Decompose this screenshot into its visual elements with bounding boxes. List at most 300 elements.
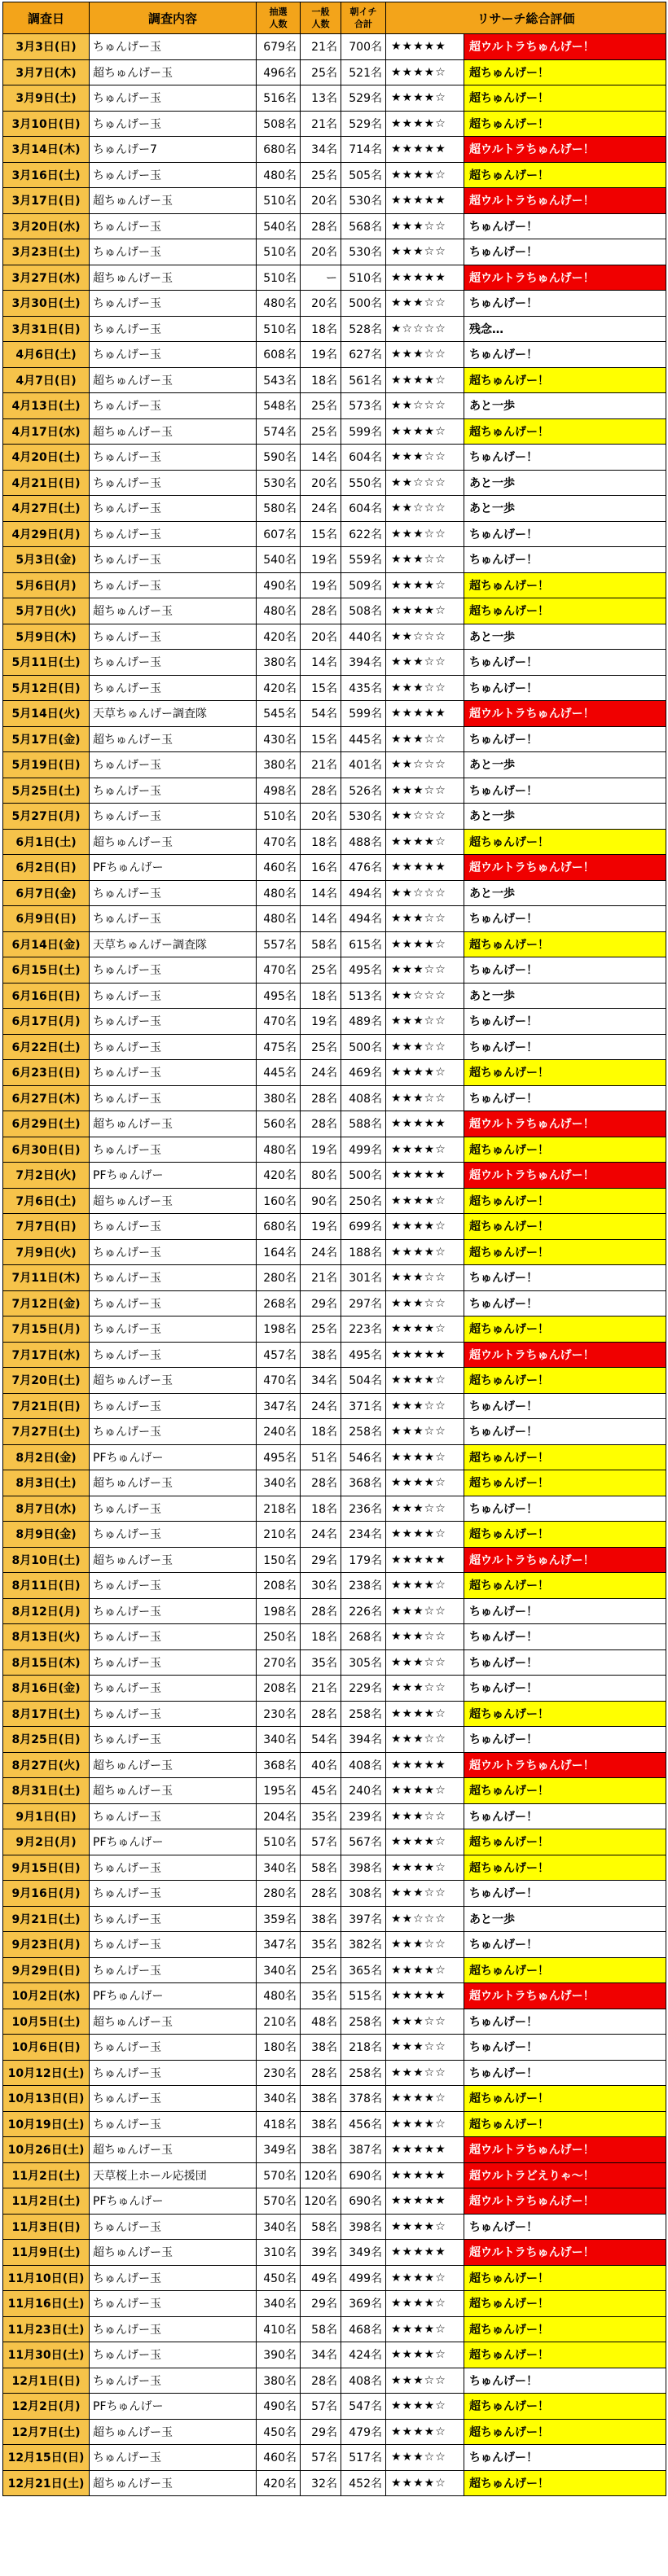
cell-stars: ★★☆☆☆: [386, 496, 464, 522]
cell-stars: ★★★★★: [386, 1111, 464, 1137]
cell-general: 24名: [301, 1239, 341, 1265]
cell-content: ちゅんげー玉: [90, 1727, 257, 1753]
cell-evaluation: ちゅんげー！: [464, 1676, 666, 1702]
cell-lottery: 510名: [257, 265, 301, 291]
cell-total: 615名: [341, 931, 386, 957]
cell-date: 8月27日(火): [3, 1752, 90, 1778]
table-row: [3, 1906, 666, 1932]
cell-evaluation: ちゅんげー！: [464, 521, 666, 547]
table-row: [3, 1496, 666, 1522]
cell-date: 5月6日(月): [3, 572, 90, 598]
cell-content: ちゅんげー玉: [90, 1265, 257, 1291]
cell-general: 18名: [301, 983, 341, 1009]
table-row: [3, 1522, 666, 1548]
cell-content: ちゅんげー玉: [90, 1522, 257, 1548]
cell-date: 9月21日(土): [3, 1906, 90, 1932]
cell-content: 天草ちゅんげー調査隊: [90, 701, 257, 727]
cell-total: 530名: [341, 239, 386, 265]
header-row: [3, 2, 666, 34]
cell-lottery: 590名: [257, 445, 301, 471]
cell-stars: ★★★★☆: [386, 1701, 464, 1727]
cell-lottery: 608名: [257, 342, 301, 368]
cell-total: 258名: [341, 1419, 386, 1445]
cell-stars: ★★★☆☆: [386, 1085, 464, 1111]
cell-date: 7月7日(日): [3, 1214, 90, 1240]
cell-evaluation: 超ウルトラちゅんげー！: [464, 1111, 666, 1137]
cell-date: 3月9日(土): [3, 85, 90, 112]
cell-evaluation: 超ちゅんげー！: [464, 1444, 666, 1470]
cell-general: 58名: [301, 1855, 341, 1881]
cell-total: 494名: [341, 906, 386, 932]
cell-date: 6月22日(土): [3, 1034, 90, 1060]
cell-total: 349名: [341, 2240, 386, 2266]
cell-stars: ★★★☆☆: [386, 213, 464, 239]
cell-total: 368名: [341, 1470, 386, 1496]
cell-total: 504名: [341, 1368, 386, 1394]
table-row: [3, 1624, 666, 1650]
cell-content: ちゅんげー玉: [90, 2111, 257, 2137]
cell-lottery: 180名: [257, 2035, 301, 2061]
cell-stars: ★★☆☆☆: [386, 624, 464, 650]
cell-general: 58名: [301, 2316, 341, 2342]
cell-evaluation: ちゅんげー！: [464, 1624, 666, 1650]
cell-general: 20名: [301, 804, 341, 830]
cell-evaluation: 残念…: [464, 316, 666, 342]
cell-general: 15名: [301, 726, 341, 752]
cell-evaluation: 超ちゅんげー！: [464, 1855, 666, 1881]
cell-stars: ★★★☆☆: [386, 342, 464, 368]
cell-lottery: 460名: [257, 2445, 301, 2471]
cell-date: 7月20日(土): [3, 1368, 90, 1394]
cell-content: ちゅんげー玉: [90, 1085, 257, 1111]
cell-stars: ★★★★☆: [386, 1137, 464, 1163]
table-row: [3, 1265, 666, 1291]
cell-date: 11月23日(土): [3, 2316, 90, 2342]
cell-content: ちゅんげー玉: [90, 393, 257, 419]
cell-total: 369名: [341, 2291, 386, 2317]
table-row: [3, 1701, 666, 1727]
cell-date: 5月25日(土): [3, 778, 90, 804]
cell-evaluation: ちゅんげー！: [464, 342, 666, 368]
cell-evaluation: 超ちゅんげー！: [464, 1239, 666, 1265]
cell-general: 16名: [301, 855, 341, 881]
cell-general: 25名: [301, 957, 341, 984]
cell-content: ちゅんげー玉: [90, 316, 257, 342]
cell-general: 29名: [301, 1547, 341, 1573]
cell-total: 218名: [341, 2035, 386, 2061]
cell-total: 499名: [341, 1137, 386, 1163]
cell-total: 550名: [341, 470, 386, 496]
table-row: [3, 1393, 666, 1419]
cell-total: 382名: [341, 1932, 386, 1958]
cell-lottery: 470名: [257, 957, 301, 984]
cell-general: 20名: [301, 291, 341, 317]
table-row: [3, 547, 666, 573]
table-row: [3, 855, 666, 881]
cell-date: 12月21日(土): [3, 2470, 90, 2496]
cell-stars: ★★★★★: [386, 2162, 464, 2188]
table-row: [3, 1778, 666, 1804]
cell-lottery: 210名: [257, 2009, 301, 2035]
cell-stars: ★★★☆☆: [386, 1727, 464, 1753]
cell-content: 超ちゅんげー玉: [90, 418, 257, 445]
table-row: [3, 2137, 666, 2163]
cell-lottery: 208名: [257, 1676, 301, 1702]
cell-evaluation: ちゅんげー！: [464, 1265, 666, 1291]
cell-stars: ★★★★★: [386, 1752, 464, 1778]
cell-date: 3月16日(土): [3, 162, 90, 188]
cell-total: 500名: [341, 291, 386, 317]
cell-stars: ★★☆☆☆: [386, 470, 464, 496]
cell-evaluation: 超ちゅんげー！: [464, 2316, 666, 2342]
cell-evaluation: ちゅんげー！: [464, 2060, 666, 2086]
cell-stars: ★★★☆☆: [386, 1265, 464, 1291]
cell-date: 8月13日(火): [3, 1624, 90, 1650]
table-row: [3, 2368, 666, 2394]
cell-general: 38名: [301, 1906, 341, 1932]
cell-date: 8月2日(金): [3, 1444, 90, 1470]
cell-evaluation: ちゅんげー！: [464, 650, 666, 676]
cell-evaluation: ちゅんげー！: [464, 291, 666, 317]
cell-content: ちゅんげー玉: [90, 572, 257, 598]
cell-stars: ★★★★☆: [386, 829, 464, 855]
cell-date: 4月29日(月): [3, 521, 90, 547]
cell-total: 530名: [341, 804, 386, 830]
cell-total: 456名: [341, 2111, 386, 2137]
cell-date: 9月23日(月): [3, 1932, 90, 1958]
cell-date: 3月14日(木): [3, 137, 90, 163]
cell-general: 28名: [301, 1598, 341, 1624]
cell-general: 28名: [301, 1111, 341, 1137]
cell-general: 35名: [301, 1932, 341, 1958]
cell-date: 6月27日(木): [3, 1085, 90, 1111]
cell-content: ちゅんげー玉: [90, 752, 257, 778]
cell-stars: ★★★☆☆: [386, 291, 464, 317]
cell-stars: ★★☆☆☆: [386, 804, 464, 830]
cell-lottery: 340名: [257, 2291, 301, 2317]
cell-stars: ★★★★☆: [386, 2214, 464, 2240]
cell-content: 超ちゅんげー玉: [90, 2009, 257, 2035]
cell-lottery: 475名: [257, 1034, 301, 1060]
cell-lottery: 490名: [257, 572, 301, 598]
table-row: [3, 1676, 666, 1702]
table-row: [3, 957, 666, 984]
cell-total: 297名: [341, 1290, 386, 1316]
cell-content: ちゅんげー玉: [90, 880, 257, 906]
cell-evaluation: 超ウルトラちゅんげー！: [464, 34, 666, 60]
cell-general: 18名: [301, 316, 341, 342]
cell-lottery: 390名: [257, 2342, 301, 2368]
cell-date: 8月7日(水): [3, 1496, 90, 1522]
cell-date: 6月1日(土): [3, 829, 90, 855]
cell-content: ちゅんげー玉: [90, 1419, 257, 1445]
cell-date: 10月26日(土): [3, 2137, 90, 2163]
cell-content: ちゅんげー玉: [90, 213, 257, 239]
cell-content: ちゅんげー玉: [90, 342, 257, 368]
cell-content: ちゅんげー7: [90, 137, 257, 163]
cell-lottery: 510名: [257, 188, 301, 214]
cell-stars: ★★★★☆: [386, 2111, 464, 2137]
cell-total: 526名: [341, 778, 386, 804]
cell-total: 521名: [341, 59, 386, 85]
cell-total: 378名: [341, 2086, 386, 2112]
cell-date: 8月16日(金): [3, 1676, 90, 1702]
cell-lottery: 570名: [257, 2188, 301, 2215]
table-row: [3, 213, 666, 239]
cell-general: 25名: [301, 393, 341, 419]
table-row: [3, 1290, 666, 1316]
cell-stars: ★★★★★: [386, 701, 464, 727]
cell-lottery: 470名: [257, 1009, 301, 1035]
cell-evaluation: 超ウルトラちゅんげー！: [464, 2137, 666, 2163]
cell-general: 57名: [301, 2394, 341, 2420]
cell-stars: ★★★★★: [386, 855, 464, 881]
cell-content: ちゅんげー玉: [90, 1598, 257, 1624]
cell-general: 28名: [301, 1085, 341, 1111]
cell-total: 371名: [341, 1393, 386, 1419]
cell-total: 588名: [341, 1111, 386, 1137]
cell-evaluation: ちゅんげー！: [464, 1932, 666, 1958]
cell-date: 12月15日(日): [3, 2445, 90, 2471]
cell-stars: ★★★☆☆: [386, 1803, 464, 1829]
cell-evaluation: 超ちゅんげー！: [464, 1368, 666, 1394]
cell-general: 25名: [301, 162, 341, 188]
cell-date: 11月3日(日): [3, 2214, 90, 2240]
cell-lottery: 150名: [257, 1547, 301, 1573]
cell-total: 236名: [341, 1496, 386, 1522]
table-row: [3, 2470, 666, 2496]
cell-total: 476名: [341, 855, 386, 881]
cell-content: ちゅんげー玉: [90, 1342, 257, 1368]
cell-lottery: 480名: [257, 291, 301, 317]
cell-total: 513名: [341, 983, 386, 1009]
cell-general: 18名: [301, 1419, 341, 1445]
cell-lottery: 340名: [257, 1470, 301, 1496]
cell-content: ちゅんげー玉: [90, 111, 257, 137]
cell-date: 8月25日(日): [3, 1727, 90, 1753]
cell-total: 394名: [341, 1727, 386, 1753]
cell-total: 240名: [341, 1778, 386, 1804]
cell-content: 超ちゅんげー玉: [90, 2470, 257, 2496]
cell-general: 25名: [301, 1034, 341, 1060]
cell-total: 509名: [341, 572, 386, 598]
table-row: [3, 1727, 666, 1753]
cell-stars: ★★★★☆: [386, 1188, 464, 1214]
cell-total: 622名: [341, 521, 386, 547]
table-row: [3, 162, 666, 188]
cell-content: ちゅんげー玉: [90, 983, 257, 1009]
cell-evaluation: 超ちゅんげー！: [464, 2394, 666, 2420]
cell-stars: ★★☆☆☆: [386, 880, 464, 906]
cell-date: 5月11日(土): [3, 650, 90, 676]
cell-general: 51名: [301, 1444, 341, 1470]
table-row: [3, 1316, 666, 1343]
cell-stars: ★★★★★: [386, 265, 464, 291]
cell-general: 29名: [301, 2291, 341, 2317]
cell-date: 3月20日(水): [3, 213, 90, 239]
cell-stars: ★★★☆☆: [386, 1676, 464, 1702]
cell-total: 530名: [341, 188, 386, 214]
cell-stars: ★★★★☆: [386, 162, 464, 188]
cell-total: 505名: [341, 162, 386, 188]
cell-stars: ★★★★☆: [386, 1957, 464, 1983]
cell-total: 573名: [341, 393, 386, 419]
cell-date: 4月13日(土): [3, 393, 90, 419]
cell-evaluation: ちゅんげー！: [464, 1085, 666, 1111]
cell-general: 24名: [301, 1060, 341, 1086]
cell-total: 239名: [341, 1803, 386, 1829]
table-row: [3, 111, 666, 137]
cell-date: 12月2日(月): [3, 2394, 90, 2420]
cell-content: PFちゅんげー: [90, 1163, 257, 1189]
cell-content: ちゅんげー玉: [90, 2316, 257, 2342]
cell-evaluation: あと一歩: [464, 880, 666, 906]
cell-date: 10月13日(日): [3, 2086, 90, 2112]
cell-content: ちゅんげー玉: [90, 1803, 257, 1829]
cell-stars: ★★★★☆: [386, 1470, 464, 1496]
cell-lottery: 607名: [257, 521, 301, 547]
cell-content: 超ちゅんげー玉: [90, 367, 257, 393]
cell-total: 489名: [341, 1009, 386, 1035]
cell-stars: ★★★☆☆: [386, 1624, 464, 1650]
cell-general: 38名: [301, 2086, 341, 2112]
cell-date: 5月17日(金): [3, 726, 90, 752]
cell-stars: ★★★★☆: [386, 59, 464, 85]
cell-total: 510名: [341, 265, 386, 291]
cell-date: 5月12日(日): [3, 675, 90, 701]
cell-content: ちゅんげー玉: [90, 2265, 257, 2291]
cell-content: ちゅんげー玉: [90, 1855, 257, 1881]
cell-date: 7月11日(木): [3, 1265, 90, 1291]
cell-total: 365名: [341, 1957, 386, 1983]
cell-evaluation: 超ちゅんげー！: [464, 85, 666, 112]
cell-general: 19名: [301, 572, 341, 598]
cell-general: 57名: [301, 1829, 341, 1855]
table-row: [3, 1085, 666, 1111]
cell-lottery: 510名: [257, 239, 301, 265]
cell-date: 10月2日(水): [3, 1983, 90, 2009]
cell-date: 6月17日(月): [3, 1009, 90, 1035]
cell-stars: ★★☆☆☆: [386, 983, 464, 1009]
cell-evaluation: 超ちゅんげー！: [464, 572, 666, 598]
cell-general: 120名: [301, 2162, 341, 2188]
cell-general: 14名: [301, 445, 341, 471]
cell-date: 4月20日(土): [3, 445, 90, 471]
cell-stars: ★★★★☆: [386, 931, 464, 957]
cell-lottery: 349名: [257, 2137, 301, 2163]
cell-general: 20名: [301, 624, 341, 650]
cell-general: 18名: [301, 1624, 341, 1650]
cell-evaluation: 超ウルトラちゅんげー！: [464, 188, 666, 214]
cell-lottery: 495名: [257, 1444, 301, 1470]
cell-stars: ★★☆☆☆: [386, 752, 464, 778]
cell-evaluation: 超ちゅんげー！: [464, 1470, 666, 1496]
cell-general: 40名: [301, 1752, 341, 1778]
cell-stars: ★★★★★: [386, 2137, 464, 2163]
cell-stars: ★★★☆☆: [386, 1393, 464, 1419]
cell-date: 6月7日(金): [3, 880, 90, 906]
cell-lottery: 380名: [257, 2368, 301, 2394]
cell-general: 28名: [301, 778, 341, 804]
table-row: [3, 2445, 666, 2471]
cell-evaluation: 超ちゅんげー！: [464, 2291, 666, 2317]
cell-evaluation: 超ちゅんげー！: [464, 2470, 666, 2496]
cell-general: 45名: [301, 1778, 341, 1804]
header-total-line2: 合計: [354, 19, 372, 29]
cell-date: 3月31日(日): [3, 316, 90, 342]
cell-date: 6月30日(日): [3, 1137, 90, 1163]
cell-content: 超ちゅんげー玉: [90, 1778, 257, 1804]
cell-total: 529名: [341, 85, 386, 112]
cell-evaluation: ちゅんげー！: [464, 1290, 666, 1316]
cell-stars: ★★★☆☆: [386, 957, 464, 984]
cell-content: 超ちゅんげー玉: [90, 1547, 257, 1573]
cell-content: ちゅんげー玉: [90, 445, 257, 471]
cell-date: 6月29日(土): [3, 1111, 90, 1137]
cell-stars: ★★★☆☆: [386, 239, 464, 265]
table-row: [3, 598, 666, 624]
cell-stars: ★★☆☆☆: [386, 393, 464, 419]
cell-stars: ★★★★☆: [386, 1829, 464, 1855]
cell-stars: ★★★☆☆: [386, 521, 464, 547]
cell-stars: ★★★★☆: [386, 598, 464, 624]
cell-evaluation: 超ちゅんげー！: [464, 1778, 666, 1804]
cell-date: 7月21日(日): [3, 1393, 90, 1419]
cell-lottery: 204名: [257, 1803, 301, 1829]
cell-general: 57名: [301, 2445, 341, 2471]
cell-date: 7月6日(土): [3, 1188, 90, 1214]
cell-date: 8月17日(土): [3, 1701, 90, 1727]
table-row: [3, 2265, 666, 2291]
table-row: [3, 1060, 666, 1086]
cell-total: 398名: [341, 1855, 386, 1881]
cell-stars: ★★★☆☆: [386, 2009, 464, 2035]
cell-total: 397名: [341, 1906, 386, 1932]
cell-date: 12月7日(土): [3, 2419, 90, 2445]
cell-date: 9月16日(月): [3, 1881, 90, 1907]
table-body: [3, 34, 666, 2496]
cell-evaluation: 超ちゅんげー！: [464, 2419, 666, 2445]
cell-general: 39名: [301, 2240, 341, 2266]
cell-evaluation: 超ちゅんげー！: [464, 59, 666, 85]
table-row: [3, 675, 666, 701]
cell-date: 11月2日(土): [3, 2162, 90, 2188]
cell-total: 394名: [341, 650, 386, 676]
cell-lottery: 310名: [257, 2240, 301, 2266]
cell-content: 超ちゅんげー玉: [90, 2137, 257, 2163]
cell-lottery: 380名: [257, 650, 301, 676]
cell-date: 12月1日(日): [3, 2368, 90, 2394]
table-row: [3, 2316, 666, 2342]
table-row: [3, 1957, 666, 1983]
cell-total: 529名: [341, 111, 386, 137]
table-row: [3, 2342, 666, 2368]
table-row: [3, 880, 666, 906]
cell-evaluation: ちゅんげー！: [464, 726, 666, 752]
cell-general: 90名: [301, 1188, 341, 1214]
cell-stars: ★★★☆☆: [386, 2060, 464, 2086]
cell-stars: ★★★☆☆: [386, 1932, 464, 1958]
cell-content: ちゅんげー玉: [90, 1649, 257, 1676]
cell-general: 30名: [301, 1573, 341, 1599]
cell-date: 8月10日(土): [3, 1547, 90, 1573]
cell-evaluation: 超ちゅんげー！: [464, 931, 666, 957]
cell-lottery: 557名: [257, 931, 301, 957]
table-row: [3, 1419, 666, 1445]
cell-content: ちゅんげー玉: [90, 957, 257, 984]
cell-general: 29名: [301, 2419, 341, 2445]
cell-general: 21名: [301, 1676, 341, 1702]
